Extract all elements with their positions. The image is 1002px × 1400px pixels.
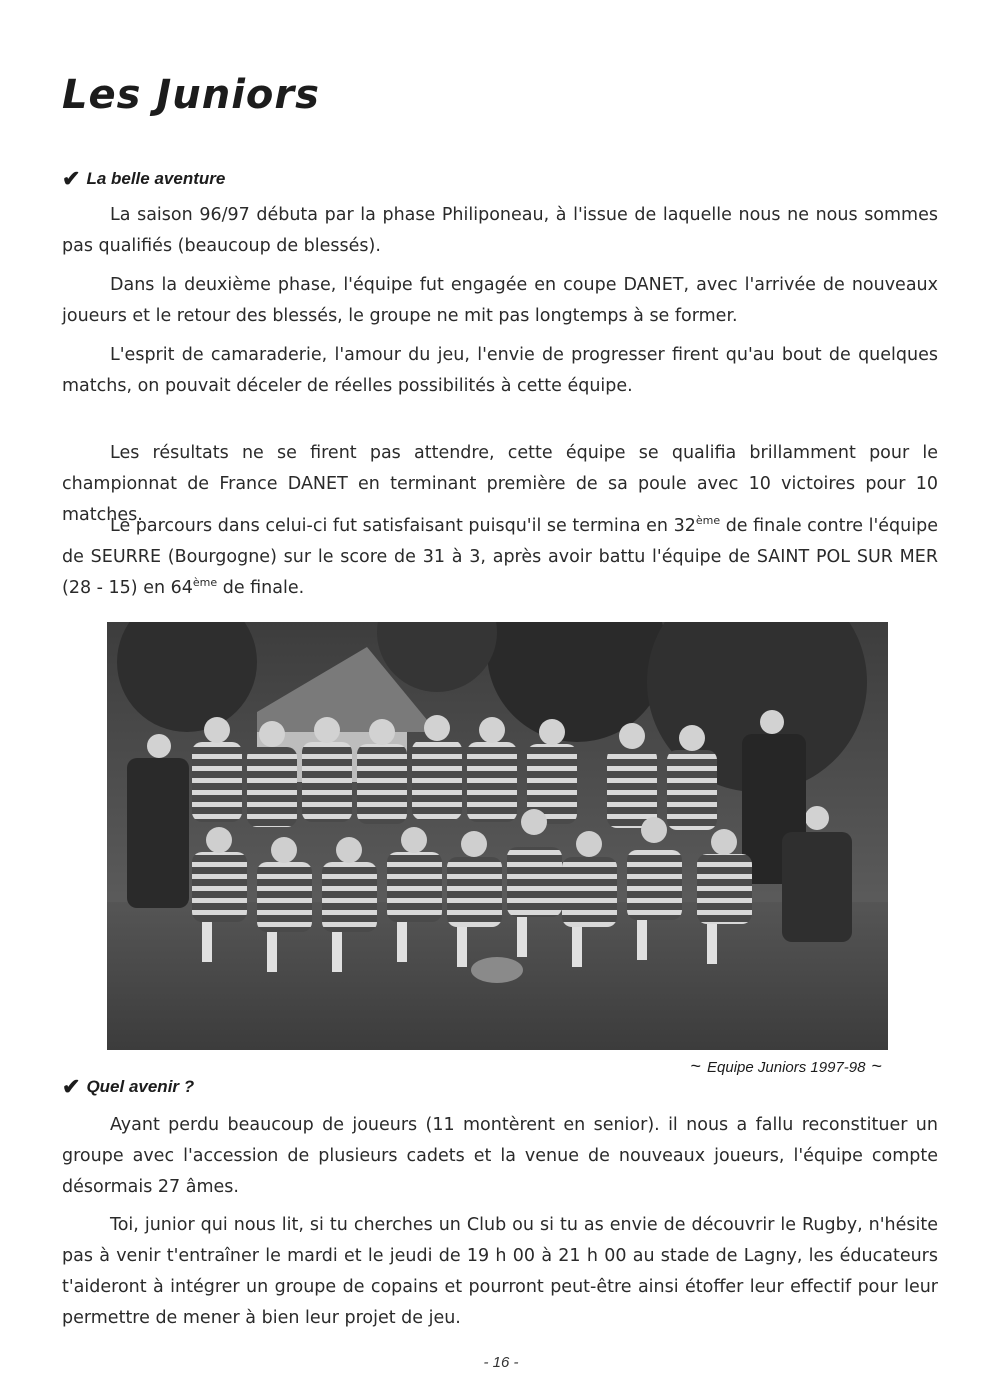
section-heading-belle-aventure (62, 166, 225, 192)
ordinal-suffix: ème (695, 514, 721, 528)
paragraph: La saison 96/97 débuta par la phase Philiponeau, à l'issue de laquelle nous ne nous sommes pas qualifiés (beaucoup de blessés). (62, 205, 938, 256)
checkmark-icon: ✔ (62, 166, 81, 191)
tilde-ornament: ~ (690, 1056, 702, 1076)
ordinal-suffix: ème (192, 576, 218, 590)
paragraph-last (62, 511, 938, 604)
tilde-ornament: ~ (871, 1056, 882, 1076)
text-run: de finale contre l'équipe de SEURRE (Bourgogne) sur le score de 31 à 3, après avoir battu l'équipe de SAINT POL SUR MER (28 - 15) en 64 (62, 516, 938, 598)
page-number: - 16 - (483, 1354, 519, 1371)
photo-caption (685, 1056, 888, 1077)
team-photo (107, 622, 888, 1050)
team-photo-illustration (107, 622, 888, 1050)
text-run: Le parcours dans celui-ci fut satisfaisant puisqu'il se termina en 32 (110, 516, 696, 536)
section-heading-quel-avenir (62, 1074, 194, 1100)
caption-text: Equipe Juniors 1997-98 (707, 1059, 866, 1076)
section-heading-text: La belle aventure (86, 169, 226, 188)
text-run: de finale. (217, 578, 305, 598)
paragraph: Les résultats ne se firent pas attendre, cette équipe se qualifia brillamment pour le championnat de France DANET en terminant première de sa poule avec 10 victoires pour 10 matches. (62, 443, 938, 525)
section-heading-text: Quel avenir ? (86, 1077, 195, 1096)
page-title: Les Juniors (62, 72, 320, 118)
paragraph: Toi, junior qui nous lit, si tu cherches un Club ou si tu as envie de découvrir le Rugby, n'hésite pas à venir t'entraîner le mardi et le jeudi de 19 h 00 à 21 h 00 au stade de Lagny, les éducateurs t'aideront à intégrer un groupe de copains et pourront peut-être ainsi étoffer leur effectif pour leur permettre de mener à bien leur projet de jeu. (62, 1215, 938, 1328)
paragraph: Dans la deuxième phase, l'équipe fut engagée en coupe DANET, avec l'arrivée de nouveaux joueurs et le retour des blessés, le groupe ne mit pas longtemps à se former. (62, 275, 938, 326)
paragraph: Ayant perdu beaucoup de joueurs (11 montèrent en senior). il nous a fallu reconstituer un groupe avec l'accession de plusieurs cadets et la venue de nouveaux joueurs, l'équipe compte désormais 27 âmes. (62, 1115, 938, 1197)
checkmark-icon: ✔ (62, 1074, 81, 1099)
paragraph: L'esprit de camaraderie, l'amour du jeu, l'envie de progresser firent qu'au bout de quelques matchs, on pouvait déceler de réelles possibilités à cette équipe. (62, 345, 938, 396)
